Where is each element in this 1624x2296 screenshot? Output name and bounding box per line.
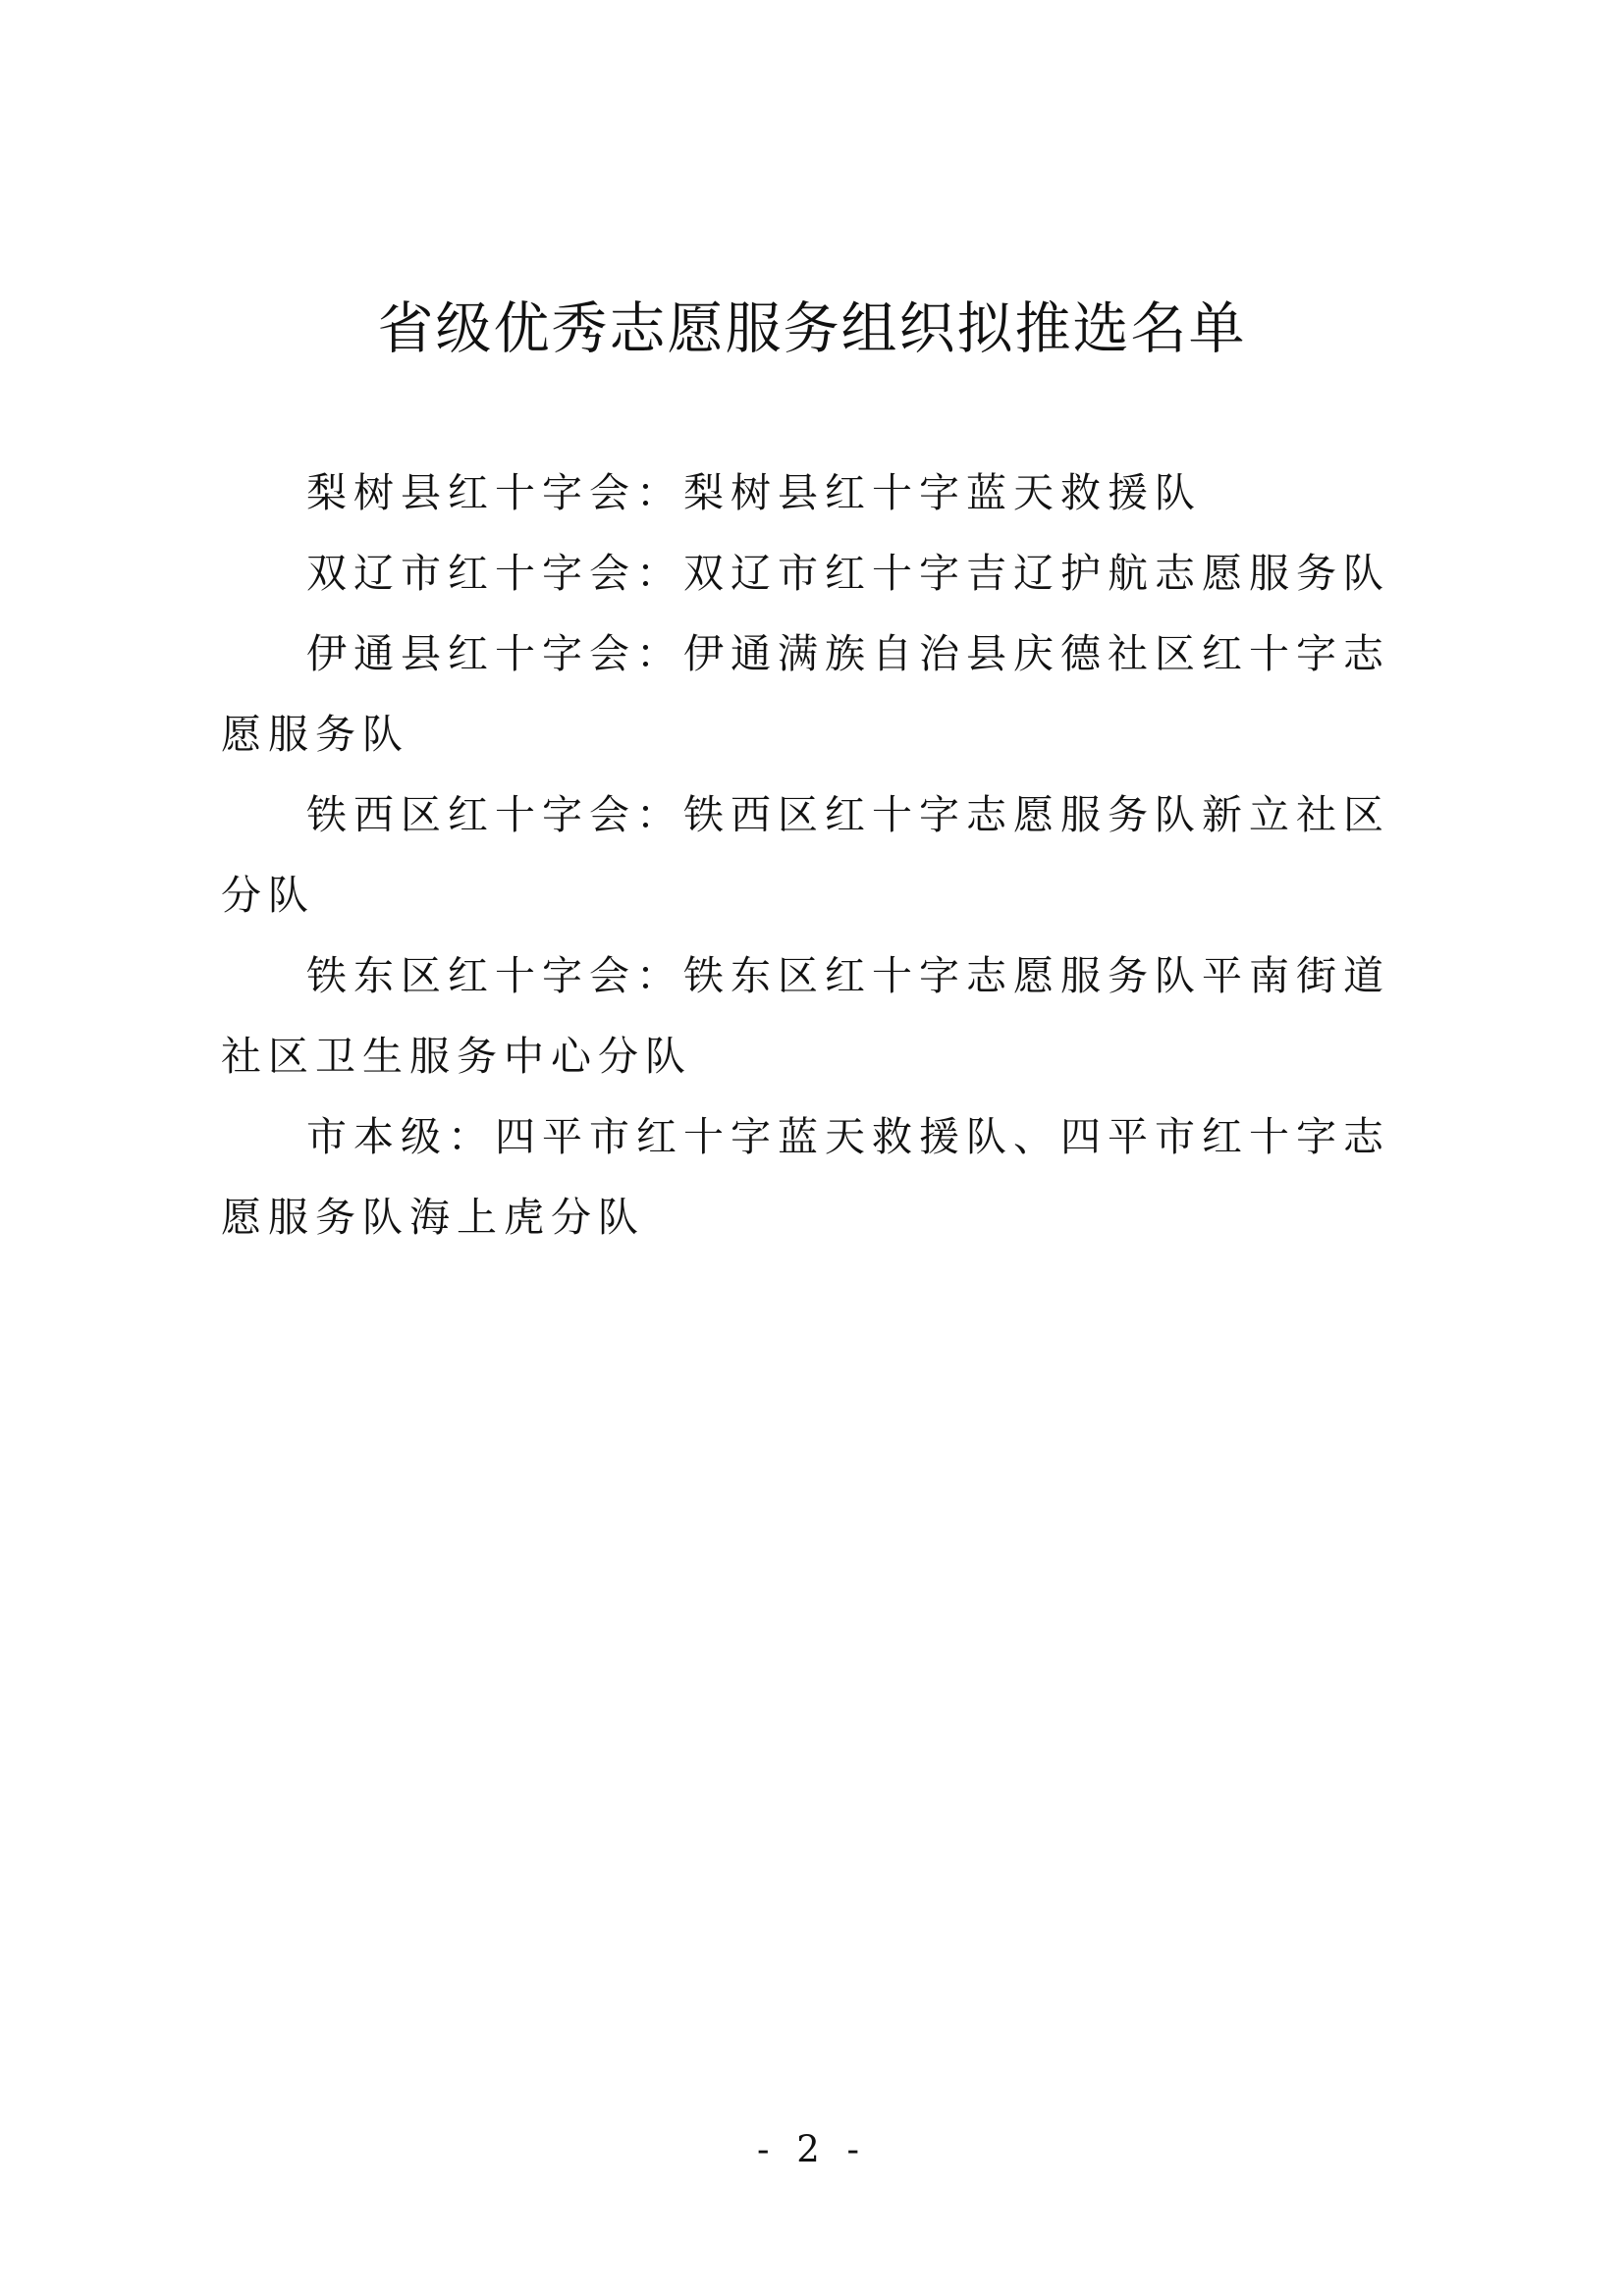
list-item: 市本级：四平市红十字蓝天救援队、四平市红十字志愿服务队海上虎分队 bbox=[221, 1113, 1390, 1241]
list-item: 双辽市红十字会：双辽市红十字吉辽护航志愿服务队 bbox=[306, 550, 1390, 597]
list-item: 伊通县红十字会：伊通满族自治县庆德社区红十字志愿服务队 bbox=[221, 630, 1390, 758]
nomination-list bbox=[221, 453, 1429, 1257]
list-item: 铁东区红十字会：铁东区红十字志愿服务队平南街道社区卫生服务中心分队 bbox=[221, 952, 1390, 1080]
document-title: 省级优秀志愿服务组织拟推选名单 bbox=[377, 296, 1247, 361]
list-item: 铁西区红十字会：铁西区红十字志愿服务队新立社区分队 bbox=[221, 791, 1390, 919]
list-item: 梨树县红十字会：梨树县红十字蓝天救援队 bbox=[306, 469, 1202, 516]
page-number: - 2 - bbox=[756, 2128, 868, 2170]
